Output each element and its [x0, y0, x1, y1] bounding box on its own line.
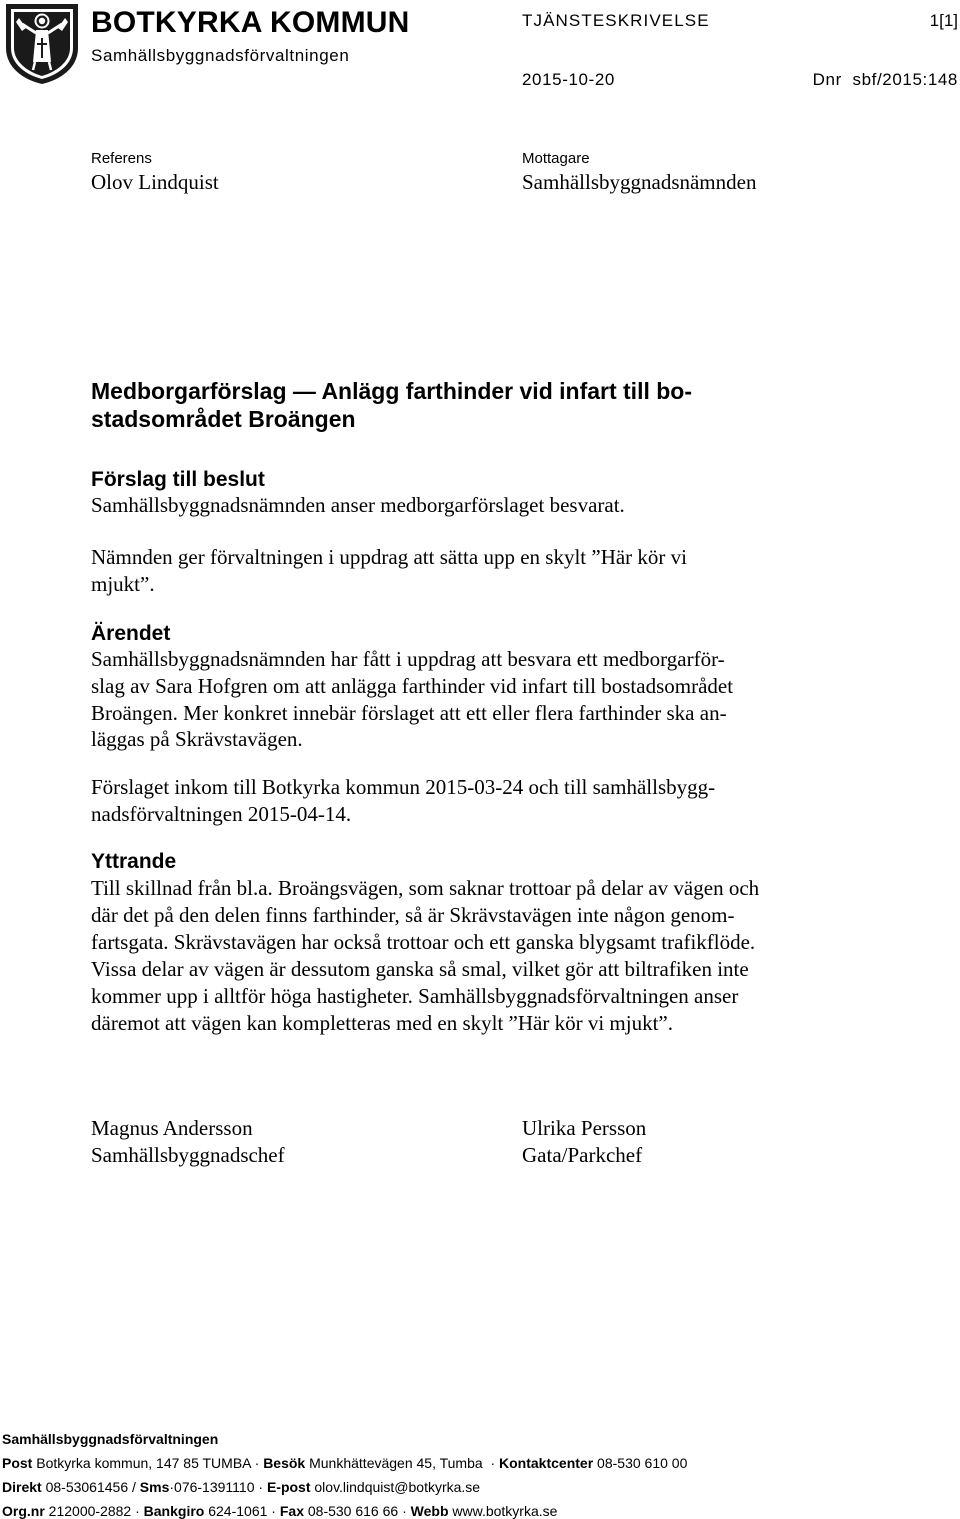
proposal-line: mjukt”.	[91, 572, 155, 596]
title-line: stadsområdet Broängen	[91, 406, 356, 432]
page-number: 1[1]	[929, 11, 958, 30]
footer-visit-value: Munkhättevägen 45, Tumba	[309, 1455, 483, 1471]
signature-block	[91, 1115, 285, 1169]
footer-fax-label: Fax	[279, 1503, 304, 1519]
matter-line: läggas på Skrävstavägen.	[91, 727, 303, 751]
footer-line-2: Direkt 08-53061456 / Sms·076-1391110 · E-post olov.lindquist@botkyrka.se	[2, 1479, 481, 1495]
signatory-title: Gata/Parkchef	[522, 1143, 643, 1167]
footer-contact-label: Kontaktcenter	[499, 1455, 594, 1471]
footer-post-label: Post	[2, 1455, 33, 1471]
document-title	[91, 377, 692, 433]
footer-email-value[interactable]: olov.lindquist@botkyrka.se	[314, 1479, 481, 1495]
recipient-value: Samhällsbyggnadsnämnden	[522, 170, 757, 194]
matter-line: nadsförvaltningen 2015-04-14.	[91, 802, 352, 826]
footer-bankgiro-label: Bankgiro	[143, 1503, 205, 1519]
footer-fax-value: 08-530 616 66	[307, 1503, 399, 1519]
document-type: TJÄNSTESKRIVELSE	[522, 11, 710, 30]
title-line: Medborgarförslag — Anlägg farthinder vid infart till bo-	[91, 378, 692, 404]
matter-line: slag av Sara Hofgren om att anlägga farthinder vid infart till bostadsområdet	[91, 674, 734, 698]
footer-department: Samhällsbyggnadsförvaltningen	[2, 1431, 219, 1447]
footer-email-label: E-post	[266, 1479, 311, 1495]
statement-line: Vissa delar av vägen är dessutom ganska så smal, vilket gör att biltrafiken inte	[91, 957, 749, 981]
reference-value: Olov Lindquist	[91, 170, 219, 194]
footer-direct-label: Direkt	[2, 1479, 42, 1495]
footer-web-value[interactable]: www.botkyrka.se	[452, 1503, 558, 1519]
footer-orgnr-label: Org.nr	[2, 1503, 45, 1519]
signature-block	[522, 1115, 646, 1169]
org-department: Samhällsbyggnadsförvaltningen	[91, 46, 350, 65]
org-name: BOTKYRKA KOMMUN	[91, 6, 410, 39]
signatory-name: Ulrika Persson	[522, 1116, 647, 1140]
footer-contact-value: 08-530 610 00	[597, 1455, 688, 1471]
statement-line: fartsgata. Skrävstavägen har också trottoar och ett ganska blygsamt trafikflöde.	[91, 930, 756, 954]
signatory-title: Samhällsbyggnadschef	[91, 1143, 285, 1167]
matter-line: Broängen. Mer konkret innebär förslaget att ett eller flera farthinder ska an-	[91, 701, 727, 725]
statement-line: Till skillnad från bl.a. Broängsvägen, som saknar trottoar på delar av vägen och	[91, 876, 760, 900]
statement-line: däremot att vägen kan kompletteras med en skylt ”Här kör vi mjukt”.	[91, 1011, 673, 1035]
matter-line: Förslaget inkom till Botkyrka kommun 2015-03-24 och till samhällsbygg-	[91, 775, 716, 799]
footer-post-value: Botkyrka kommun, 147 85 TUMBA	[36, 1455, 251, 1471]
recipient-label: Mottagare	[522, 150, 590, 167]
signatory-name: Magnus Andersson	[91, 1116, 253, 1140]
footer-visit-label: Besök	[263, 1455, 306, 1471]
coat-of-arms-icon	[4, 2, 80, 86]
footer-web-label: Webb	[410, 1503, 449, 1519]
footer-sms-value: 076-1391110	[174, 1479, 255, 1495]
matter-heading: Ärendet	[91, 622, 171, 645]
footer-sms-label: Sms	[139, 1479, 170, 1495]
reference-label: Referens	[91, 150, 152, 167]
footer-bankgiro-value: 624-1061	[208, 1503, 268, 1519]
footer-line-3: Org.nr 212000-2882 · Bankgiro 624-1061 · Fax 08-530 616 66 · Webb www.botkyrka.se	[2, 1503, 558, 1519]
proposal-line: Samhällsbyggnadsnämnden anser medborgarförslaget besvarat.	[91, 493, 625, 517]
proposal-line: Nämnden ger förvaltningen i uppdrag att sätta upp en skylt ”Här kör vi	[91, 545, 687, 569]
proposal-heading: Förslag till beslut	[91, 468, 265, 491]
statement-heading: Yttrande	[91, 850, 177, 873]
statement-line: kommer upp i alltför höga hastigheter. Samhällsbyggnadsförvaltningen anser	[91, 984, 739, 1008]
footer-direct-value: 08-53061456 /	[45, 1479, 136, 1495]
diary-number: Dnr sbf/2015:148	[812, 70, 958, 89]
matter-line: Samhällsbyggnadsnämnden har fått i uppdrag att besvara ett medborgarför-	[91, 647, 725, 671]
footer-line-1: Post Botkyrka kommun, 147 85 TUMBA · Besök Munkhättevägen 45, Tumba · Kontaktcenter 08-530 610 00	[2, 1455, 688, 1471]
statement-line: där det på den delen finns farthinder, så är Skrävstavägen inte någon genom-	[91, 903, 735, 927]
document-date: 2015-10-20	[522, 70, 615, 89]
footer-orgnr-value: 212000-2882	[48, 1503, 132, 1519]
